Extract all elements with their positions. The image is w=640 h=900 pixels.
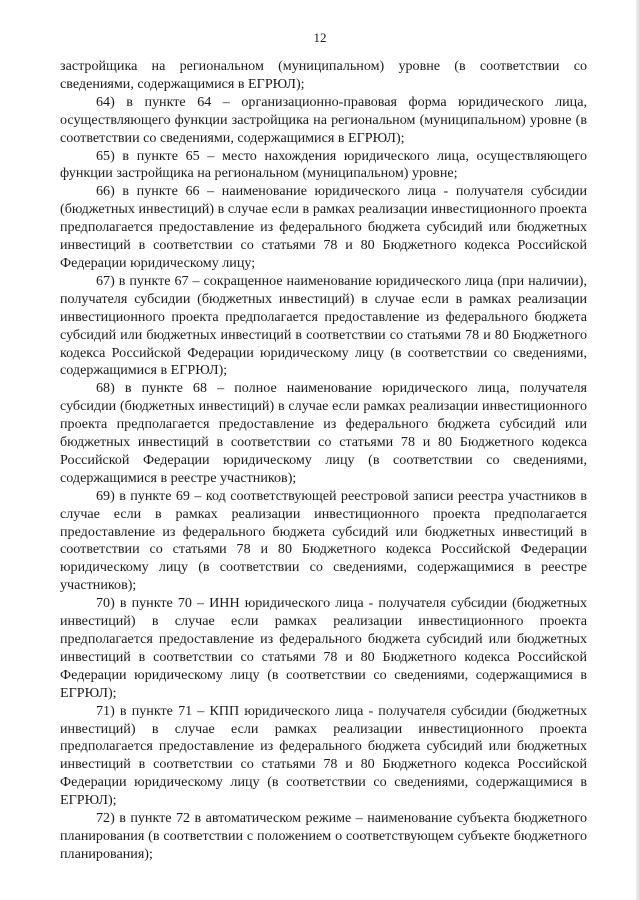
paragraph-68: 68) в пункте 68 – полное наименование юридического лица, получателя субсидии (бюджетных инвестиций) в случае если рамках реализации инвестиционного проекта предполагается предоставление из федерального бюджета субсидий или бюджетных инвестиций в соответствии со статьями 78 и 80 Бюджетного кодекса Российской Федерации юридическому лицу (в соответствии со сведениями, содержащимися в реестре участников); xyxy=(60,380,587,486)
paragraph-64: 64) в пункте 64 – организационно-правовая форма юридического лица, осуществляющего функции застройщика на региональном (муниципальном) уровне (в соответствии со сведениями, содержащимися в ЕГРЮЛ); xyxy=(60,93,587,146)
paragraph-63-continuation: застройщика на региональном (муниципальном) уровне (в соответствии со сведениями, содержащимися в ЕГРЮЛ); xyxy=(60,58,587,92)
page-number: 12 xyxy=(313,30,327,45)
paragraph-71: 71) в пункте 71 – КПП юридического лица - получателя субсидии (бюджетных инвестиций) в случае если рамках реализации инвестиционного проекта предполагается предоставление из федерального бюджета субсидий или бюджетных инвестиций в соответствии со статьями 78 и 80 Бюджетного кодекса Российской Федерации юридическому лицу (в соответствии со сведениями, содержащимися в ЕГРЮЛ); xyxy=(60,702,587,809)
paragraph-65: 65) в пункте 65 – место нахождения юридического лица, осуществляющего функции застройщика на региональном (муниципальном) уровне; xyxy=(60,147,587,182)
paragraph-72: 72) в пункте 72 в автоматическом режиме – наименование субъекта бюджетного планирования (в соответствии с положением о соответствующем субъекте бюджетного планирования); xyxy=(60,810,587,862)
paragraph-70: 70) в пункте 70 – ИНН юридического лица - получателя субсидии (бюджетных инвестиций) в случае если рамках реализации инвестиционного проекта предполагается предоставление из федерального бюджета субсидий или бюджетных инвестиций в соответствии со статьями 78 и 80 Бюджетного кодекса Российской Федерации юридическому лицу (в соответствии со сведениями, содержащимися в ЕГРЮЛ); xyxy=(60,595,587,701)
paragraph-67: 67) в пункте 67 – сокращенное наименование юридического лица (при наличии), получателя субсидии (бюджетных инвестиций) в случае если в рамках реализации инвестиционного проекта предполагается предоставление из федерального бюджета субсидий или бюджетных инвестиций в соответствии со статьями 78 и 80 Бюджетного кодекса Российской Федерации юридическому лицу (в соответствии со сведениями, содержащимися в ЕГРЮЛ); xyxy=(60,272,587,379)
document-body xyxy=(60,58,587,864)
paragraph-66: 66) в пункте 66 – наименование юридического лица - получателя субсидии (бюджетных инвестиций) в случае если в рамках реализации инвестиционного проекта предполагается предоставление из федерального бюджета субсидий или бюджетных инвестиций в соответствии со статьями 78 и 80 Бюджетного кодекса Российской Федерации юридическому лицу; xyxy=(60,183,587,271)
paragraph-69: 69) в пункте 69 – код соответствующей реестровой записи реестра участников в случае если в рамках реализации инвестиционного проекта предполагается предоставление из федерального бюджета субсидий или бюджетных инвестиций в соответствии со статьями 78 и 80 Бюджетного кодекса Российской Федерации юридическому лицу (в соответствии со сведениями, содержащимися в реестре участников); xyxy=(60,487,587,594)
scan-edge-shadow xyxy=(636,0,640,900)
